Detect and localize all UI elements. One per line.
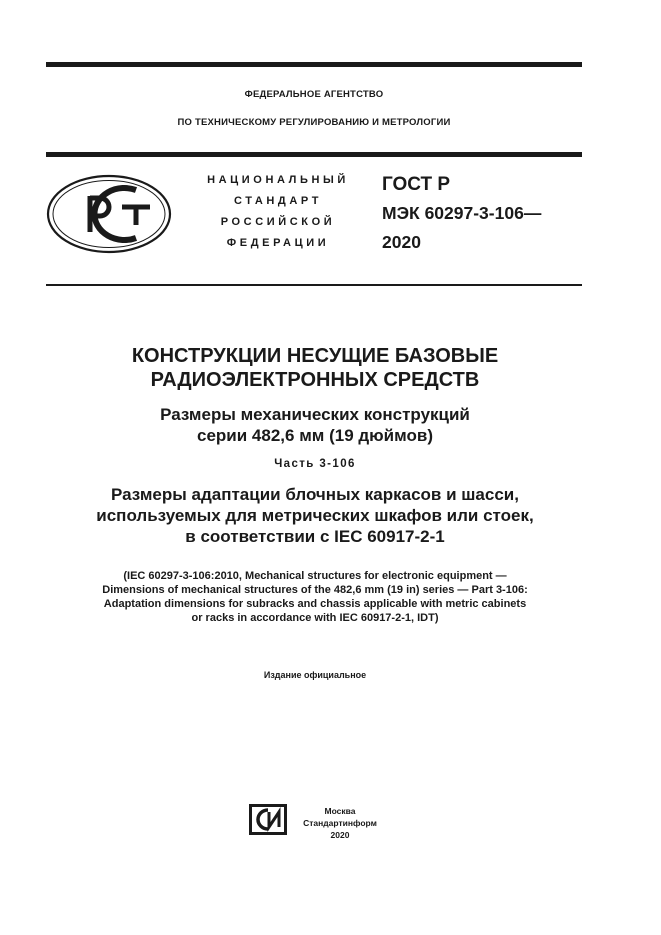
publisher-name: Стандартинформ: [303, 818, 377, 828]
national-standard-label: [190, 170, 366, 254]
subtitle-line-2: серии 482,6 мм (19 дюймов): [197, 426, 433, 445]
part-title-line-2: используемых для метрических шкафов или стоек,: [96, 506, 534, 525]
title-line-2: РАДИОЭЛЕКТРОННЫХ СРЕДСТВ: [150, 369, 480, 391]
document-title: [40, 344, 590, 392]
publisher-year: 2020: [330, 830, 350, 840]
bottom-rule: [46, 284, 582, 286]
part-title-line-3: в соответствии с IEC 60917-2-1: [185, 527, 445, 546]
publisher-info: [292, 805, 388, 841]
national-standard-line-3: РОССИЙСКОЙ: [220, 216, 336, 228]
title-line-1: КОНСТРУКЦИИ НЕСУЩИЕ БАЗОВЫЕ: [131, 345, 499, 367]
national-standard-line-2: СТАНДАРТ: [233, 195, 323, 207]
top-rule: [46, 62, 582, 67]
subtitle-line-1: Размеры механических конструкций: [160, 405, 470, 424]
iec-reference-line-2: Dimensions of mechanical structures of the 482,6 mm (19 in) series — Part 3-106:: [102, 584, 528, 596]
designation-line-1: ГОСТ Р: [382, 174, 451, 195]
designation-line-3: 2020: [382, 232, 421, 252]
iec-reference-line-4: or racks in accordance with IEC 60917-2-1, IDT): [191, 612, 439, 624]
agency-line-1: ФЕДЕРАЛЬНОЕ АГЕНТСТВО: [244, 89, 384, 100]
iec-reference-line-3: Adaptation dimensions for subracks and chassis applicable with metric cabinets: [103, 598, 527, 610]
standard-designation: [382, 170, 541, 257]
part-number: Часть 3-106: [274, 458, 356, 470]
standartinform-logo-icon: [248, 803, 288, 836]
part-title: [40, 484, 590, 547]
part-title-line-1: Размеры адаптации блочных каркасов и шасси,: [111, 485, 519, 504]
edition-label: Издание официальное: [263, 670, 367, 680]
agency-line-2: ПО ТЕХНИЧЕСКОМУ РЕГУЛИРОВАНИЮ И МЕТРОЛОГИИ: [177, 117, 451, 128]
designation-line-2: МЭК 60297-3-106—: [382, 203, 542, 223]
iec-reference: [40, 569, 590, 625]
rst-certification-mark-icon: [46, 174, 172, 254]
national-standard-line-4: ФЕДЕРАЦИИ: [226, 237, 330, 249]
publisher-city: Москва: [324, 806, 356, 816]
middle-rule: [46, 152, 582, 157]
document-subtitle: [40, 404, 590, 446]
national-standard-line-1: НАЦИОНАЛЬНЫЙ: [207, 174, 349, 186]
iec-reference-line-1: (IEC 60297-3-106:2010, Mechanical structures for electronic equipment —: [123, 570, 507, 582]
